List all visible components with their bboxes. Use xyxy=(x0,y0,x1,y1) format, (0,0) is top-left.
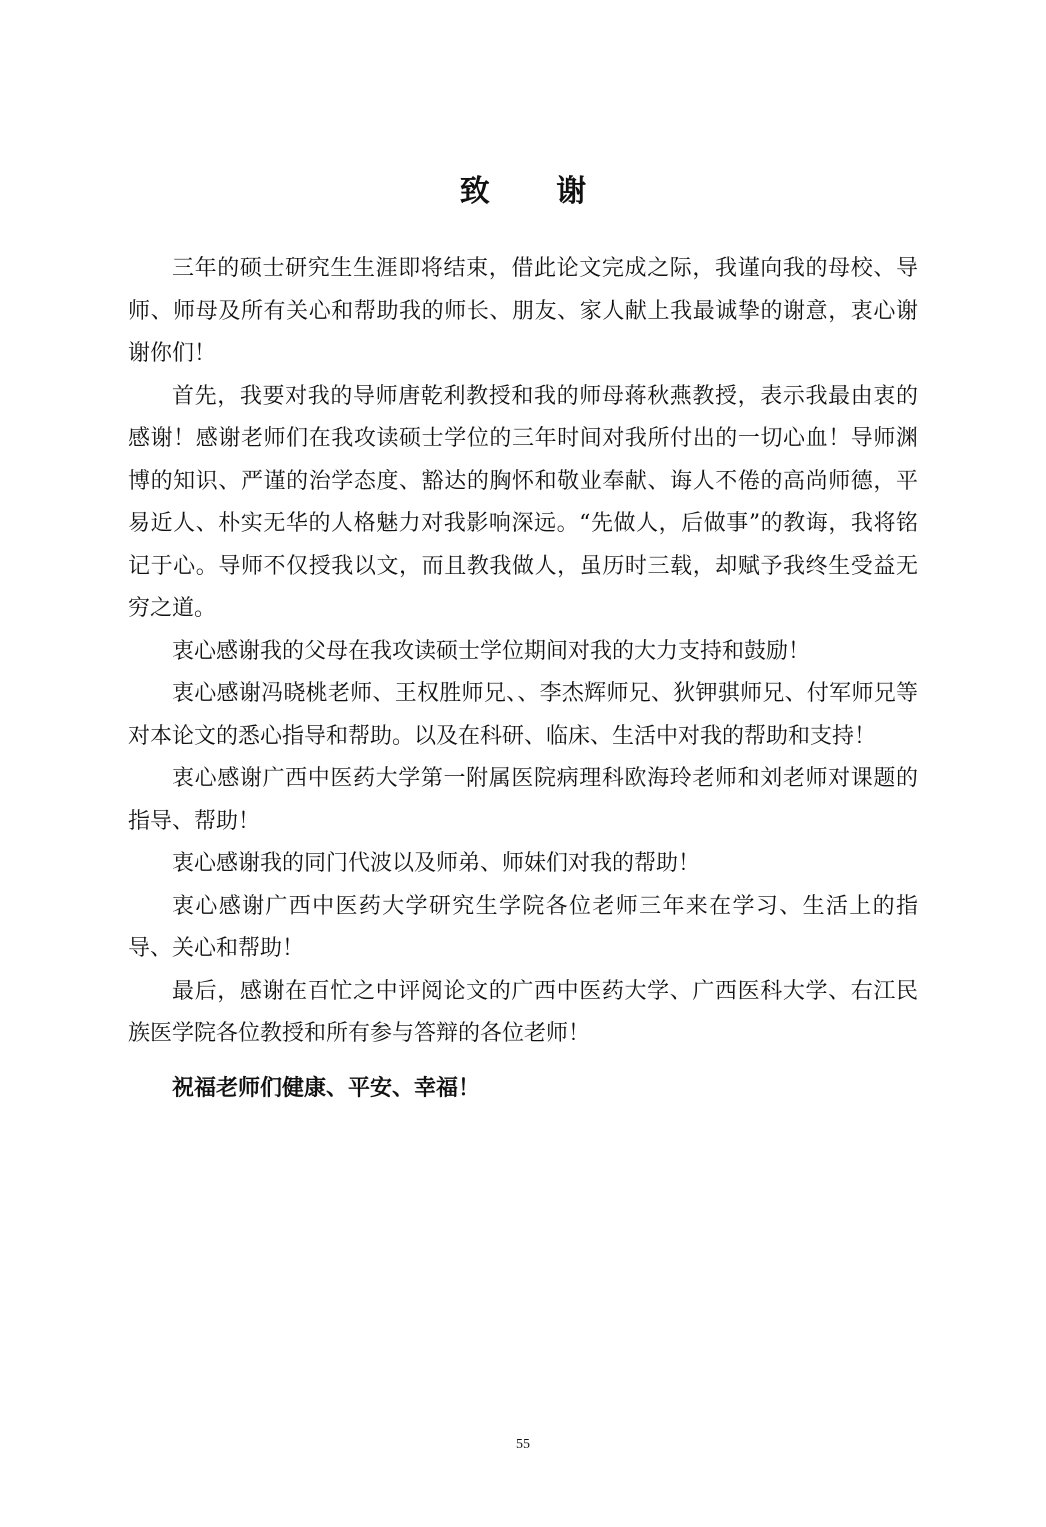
closing-blessing: 祝福老师们健康、平安、幸福！ xyxy=(172,1075,481,1101)
acknowledgement-body xyxy=(128,248,918,1110)
paragraph-opening: 三年的硕士研究生生涯即将结束，借此论文完成之际，我谨向我的母校、导师、师母及所有关心和帮助我的师长、朋友、家人献上我最诚挚的谢意，衷心谢谢你们！ xyxy=(128,256,918,366)
paragraph-advisor: 首先，我要对我的导师唐乾利教授和我的师母蒋秋燕教授，表示我最由衷的感谢！感谢老师们在我攻读硕士学位的三年时间对我所付出的一切心血！导师渊博的知识、严谨的治学态度、豁达的胸怀和敬业奉献、诲人不倦的高尚师德，平易近人、朴实无华的人格魅力对我影响深远。“先做人，后做事”的教诲，我将铭记于心。导师不仅授我以文，而且教我做人，虽历时三载，却赋予我终生受益无穷之道。 xyxy=(128,383,918,621)
paragraph-reviewers: 最后，感谢在百忙之中评阅论文的广西中医药大学、广西医科大学、右江民族医学院各位教授和所有参与答辩的各位老师！ xyxy=(128,978,918,1046)
page-number: 55 xyxy=(516,1437,530,1452)
paragraph-colleagues: 衷心感谢冯晓桃老师、王权胜师兄、、李杰辉师兄、狄钾骐师兄、付军师兄等对本论文的悉心指导和帮助。以及在科研、临床、生活中对我的帮助和支持！ xyxy=(128,681,918,749)
paragraph-classmates: 衷心感谢我的同门代波以及师弟、师妹们对我的帮助！ xyxy=(172,851,701,876)
paragraph-parents: 衷心感谢我的父母在我攻读硕士学位期间对我的大力支持和鼓励！ xyxy=(172,638,811,664)
paragraph-pathology: 衷心感谢广西中医药大学第一附属医院病理科欧海玲老师和刘老师对课题的指导、帮助！ xyxy=(128,766,918,834)
paragraph-graduate-school: 衷心感谢广西中医药大学研究生学院各位老师三年来在学习、生活上的指导、关心和帮助！ xyxy=(128,893,918,961)
page-title: 致 谢 xyxy=(459,174,615,210)
